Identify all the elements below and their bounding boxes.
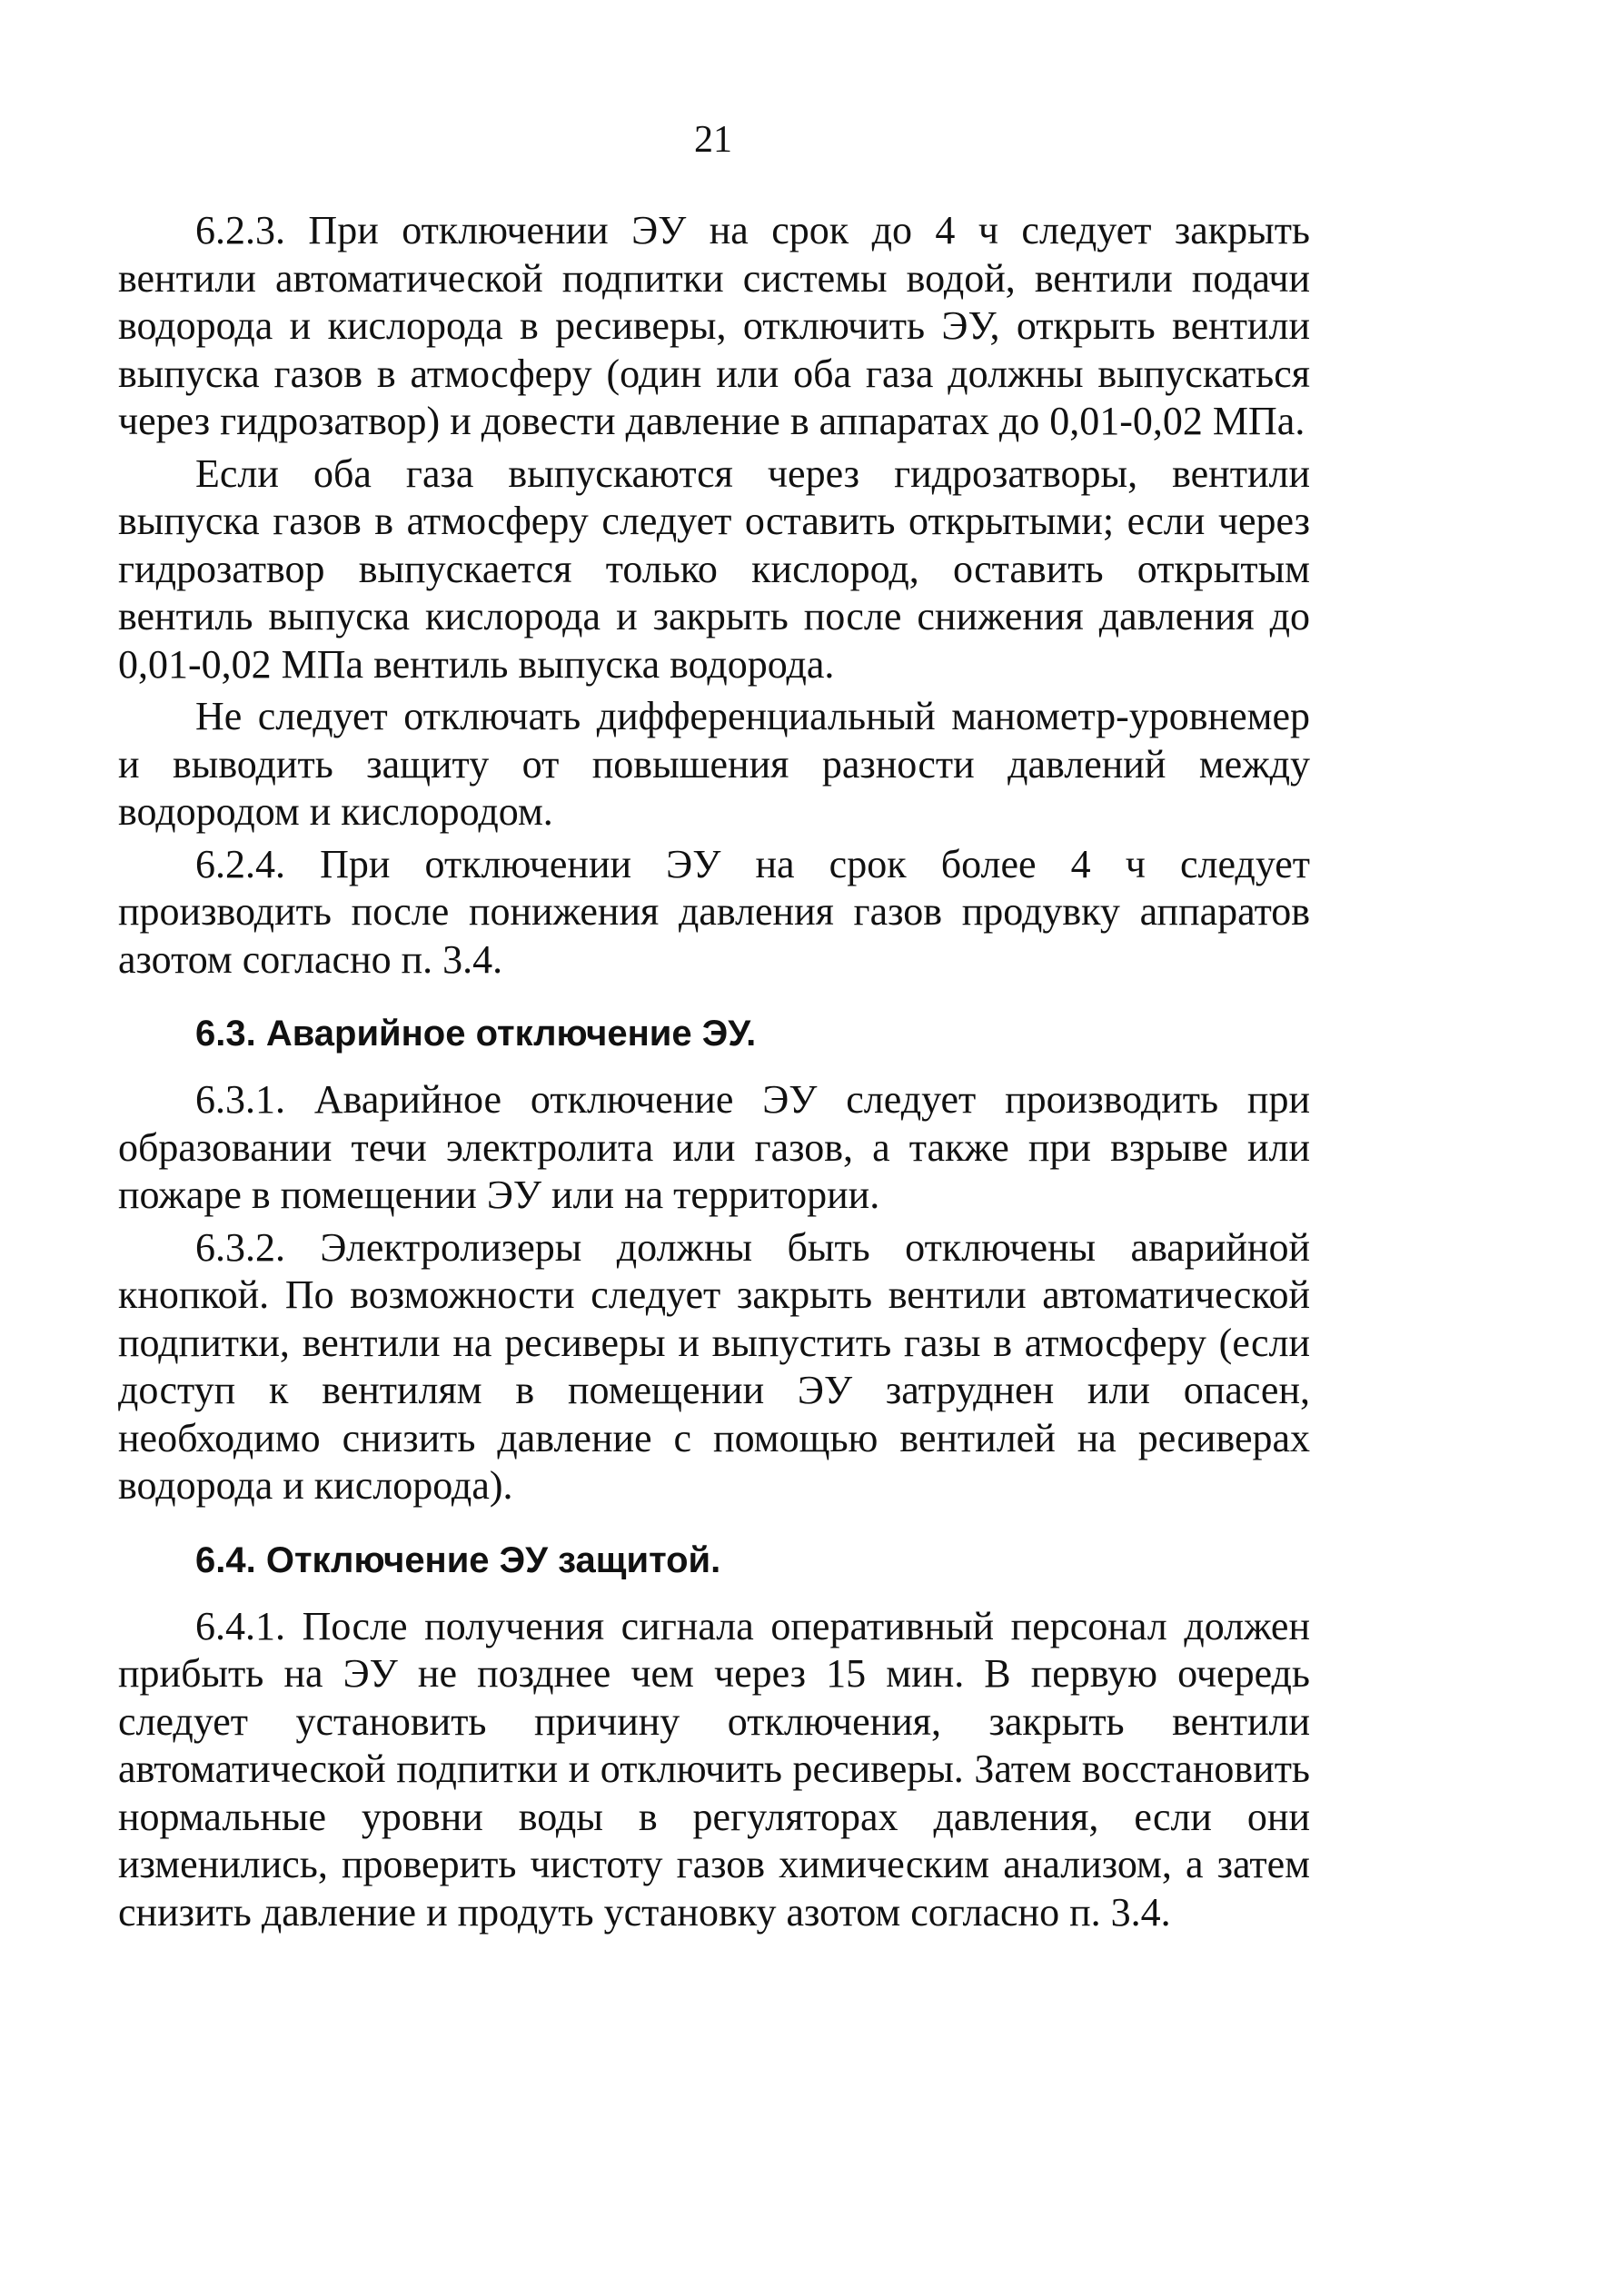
paragraph-6-2-3: 6.2.3. При отключении ЭУ на срок до 4 ч следует закрыть вентили автоматической подпитки системы водой, вентили подачи водорода и кислорода в ресиверы, отключить ЭУ, открыть вентили выпуска газов в атмосферу (один или оба газа должны выпускаться через гидрозатвор) и довести давление в аппаратах до 0,01-0,02 МПа. bbox=[118, 208, 1310, 443]
paragraph-manometer: Не следует отключать дифференциальный манометр-уровнемер и выводить защиту от повышения разности давлений между водородом и кислородом. bbox=[118, 694, 1310, 834]
paragraph-6-3-1: 6.3.1. Аварийное отключение ЭУ следует производить при образовании течи электролита или газов, а также при взрыве или пожаре в помещении ЭУ или на территории. bbox=[118, 1077, 1310, 1217]
paragraph-6-2-4: 6.2.4. При отключении ЭУ на срок более 4 ч следует производить после понижения давления газов продувку аппаратов азотом согласно п. 3.4. bbox=[118, 841, 1310, 982]
page-body bbox=[118, 207, 1310, 1936]
heading-6-4: 6.4. Отключение ЭУ защитой. bbox=[195, 1539, 721, 1580]
paragraph-6-3-2: 6.3.2. Электролизеры должны быть отключены аварийной кнопкой. По возможности следует закрыть вентили автоматической подпитки, вентили на ресиверы и выпустить газы в атмосферу (если доступ к вентилям в помещении ЭУ затруднен или опасен, необходимо снизить давление с помощью вентилей на ресиверах водорода и кислорода). bbox=[118, 1224, 1310, 1508]
paragraph-6-4-1: 6.4.1. После получения сигнала оперативный персонал должен прибыть на ЭУ не позднее чем через 15 мин. В первую очередь следует установить причину отключения, закрыть вентили автоматической подпитки и отключить ресиверы. Затем восстановить нормальные уровни воды в регуляторах давления, если они изменились, проверить чистоту газов химическим анализом, а затем снизить давление и продуть установку азотом согласно п. 3.4. bbox=[118, 1603, 1310, 1935]
page-number: 21 bbox=[694, 119, 732, 161]
paragraph-gas-release: Если оба газа выпускаются через гидрозатворы, вентили выпуска газов в атмосферу следует оставить открытыми; если через гидрозатвор выпускается только кислород, оставить открытым вентиль выпуска кислорода и закрыть после снижения давления до 0,01-0,02 МПа вентиль выпуска водорода. bbox=[118, 450, 1310, 687]
heading-6-3: 6.3. Аварийное отключение ЭУ. bbox=[195, 1014, 757, 1054]
